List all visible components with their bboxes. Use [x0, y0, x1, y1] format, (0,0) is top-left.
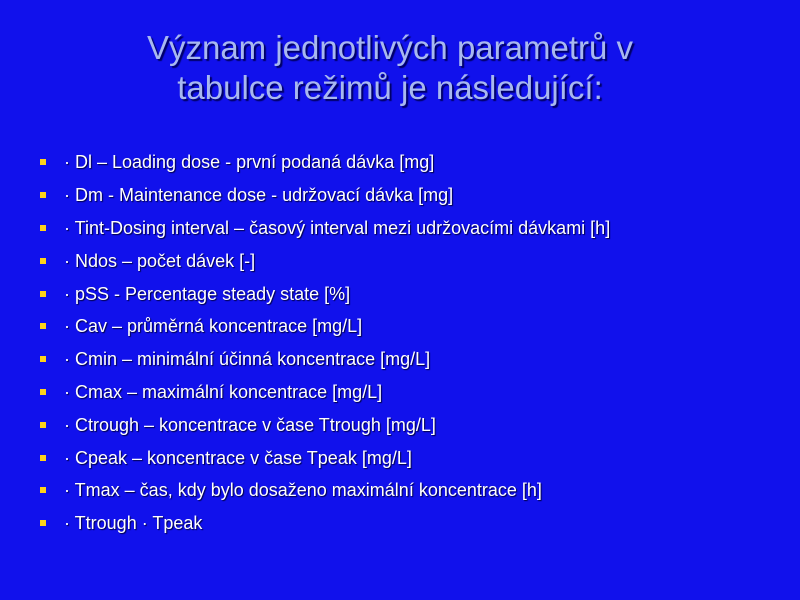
bullet-text: · Cav – průměrná koncentrace [mg/L] — [64, 316, 363, 337]
bullet-text: · Cmax – maximální koncentrace [mg/L] — [64, 381, 383, 402]
bullet-text: · Tmax – čas, kdy bylo dosaženo maximální koncentrace [h] — [64, 480, 542, 501]
bullet-text: · Ctrough – koncentrace v čase Ttrough [mg/L] — [64, 414, 436, 435]
bullet-item — [36, 474, 610, 507]
bullet-item — [36, 343, 610, 376]
bullet-list — [36, 146, 610, 540]
square-bullet-icon — [40, 258, 46, 264]
bullet-item — [36, 146, 610, 179]
square-bullet-icon — [40, 323, 46, 329]
slide-title — [0, 28, 780, 108]
bullet-item — [36, 310, 610, 343]
bullet-text: · pSS - Percentage steady state [%] — [64, 283, 351, 304]
bullet-text: · Ndos – počet dávek [-] — [64, 250, 256, 271]
bullet-item — [36, 441, 610, 474]
bullet-text: · Cmin – minimální účinná koncentrace [mg/L] — [64, 349, 431, 370]
bullet-item — [36, 507, 610, 540]
bullet-item — [36, 376, 610, 409]
bullet-text: · Tint-Dosing interval – časový interval mezi udržovacími dávkami [h] — [64, 217, 611, 238]
square-bullet-icon — [40, 487, 46, 493]
square-bullet-icon — [40, 520, 46, 526]
bullet-item — [36, 212, 610, 245]
bullet-text: · Dm - Maintenance dose - udržovací dávka [mg] — [64, 185, 454, 206]
square-bullet-icon — [40, 225, 46, 231]
square-bullet-icon — [40, 422, 46, 428]
slide-title-line-2: tabulce režimů je následující: — [177, 69, 603, 106]
square-bullet-icon — [40, 455, 46, 461]
bullet-text: · Cpeak – koncentrace v čase Tpeak [mg/L] — [64, 447, 412, 468]
square-bullet-icon — [40, 356, 46, 362]
bullet-text: · Ttrough · Tpeak — [64, 513, 203, 534]
square-bullet-icon — [40, 192, 46, 198]
bullet-item — [36, 179, 610, 212]
square-bullet-icon — [40, 389, 46, 395]
square-bullet-icon — [40, 291, 46, 297]
bullet-item — [36, 408, 610, 441]
slide-title-line-1: Význam jednotlivých parametrů v — [146, 29, 634, 66]
square-bullet-icon — [40, 159, 46, 165]
bullet-item — [36, 277, 610, 310]
bullet-item — [36, 244, 610, 277]
bullet-text: · Dl – Loading dose - první podaná dávka [mg] — [64, 152, 435, 173]
